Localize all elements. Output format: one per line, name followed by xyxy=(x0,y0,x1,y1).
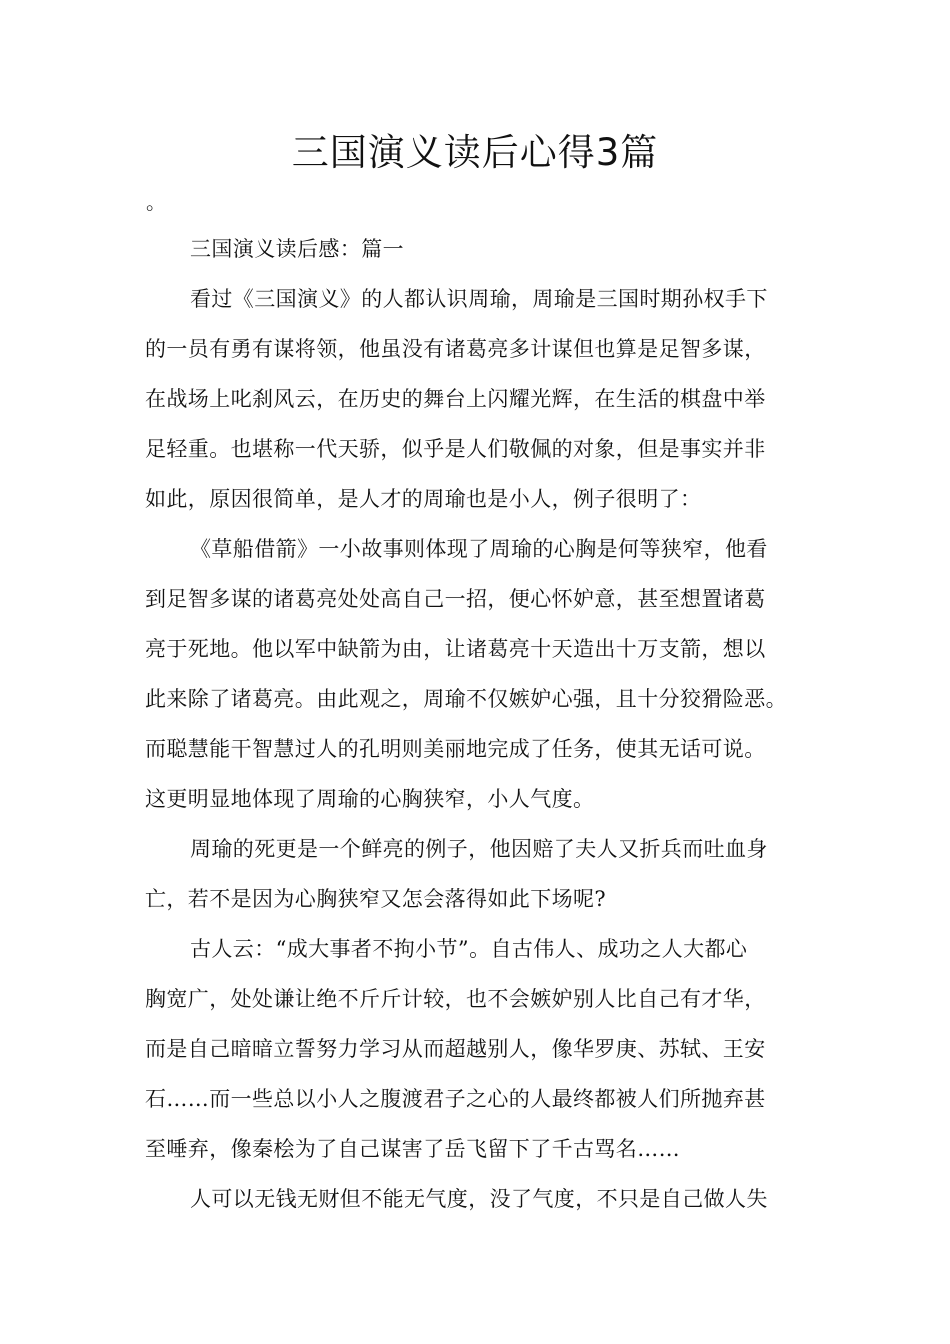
text-line: 周瑜的死更是一个鲜亮的例子，他因赔了夫人又折兵而吐血身 xyxy=(190,837,768,861)
text-line: 在战场上叱刹风云，在历史的舞台上闪耀光辉，在生活的棋盘中举 xyxy=(145,387,766,411)
text-line: 至唾弃，像秦桧为了自己谋害了岳飞留下了千古骂名…… xyxy=(145,1137,680,1161)
text-line: 的一员有勇有谋将领，他虽没有诸葛亮多计谋但也算是足智多谋， xyxy=(145,337,766,361)
text-line: 亮于死地。他以军中缺箭为由，让诸葛亮十天造出十万支箭，想以 xyxy=(145,637,766,661)
text-line: 足轻重。也堪称一代天骄，似乎是人们敬佩的对象，但是事实并非 xyxy=(145,437,766,461)
text-line: 石……而一些总以小人之腹渡君子之心的人最终都被人们所抛弃甚 xyxy=(145,1087,766,1111)
text-line: 古人云：“成大事者不拘小节”。自古伟人、成功之人大都心 xyxy=(190,937,748,961)
text-line: 如此，原因很简单，是人才的周瑜也是小人，例子很明了： xyxy=(145,487,702,511)
section-heading: 三国演义读后感：篇一 xyxy=(190,237,404,261)
text-line: 看过《三国演义》的人都认识周瑜，周瑜是三国时期孙权手下 xyxy=(190,287,768,311)
document-title: 三国演义读后心得3篇 xyxy=(291,131,659,174)
text-line: 此来除了诸葛亮。由此观之，周瑜不仅嫉妒心强，且十分狡猾险恶。 xyxy=(145,687,787,711)
text-line: 《草船借箭》一小故事则体现了周瑜的心胸是何等狭窄，他看 xyxy=(190,537,768,561)
text-line: 到足智多谋的诸葛亮处处高自己一招，便心怀妒意，甚至想置诸葛 xyxy=(145,587,766,611)
stray-punctuation: 。 xyxy=(146,190,166,214)
text-line: 这更明显地体现了周瑜的心胸狭窄，小人气度。 xyxy=(145,787,595,811)
text-line: 人可以无钱无财但不能无气度，没了气度，不只是自己做人失 xyxy=(190,1187,768,1211)
text-line: 而是自己暗暗立誓努力学习从而超越别人，像华罗庚、苏轼、王安 xyxy=(145,1037,766,1061)
text-line: 胸宽广，处处谦让绝不斤斤计较，也不会嫉妒别人比自己有才华， xyxy=(145,987,766,1011)
text-line: 而聪慧能干智慧过人的孔明则美丽地完成了任务，使其无话可说。 xyxy=(145,737,766,761)
text-line: 亡，若不是因为心胸狭窄又怎会落得如此下场呢? xyxy=(145,887,607,911)
